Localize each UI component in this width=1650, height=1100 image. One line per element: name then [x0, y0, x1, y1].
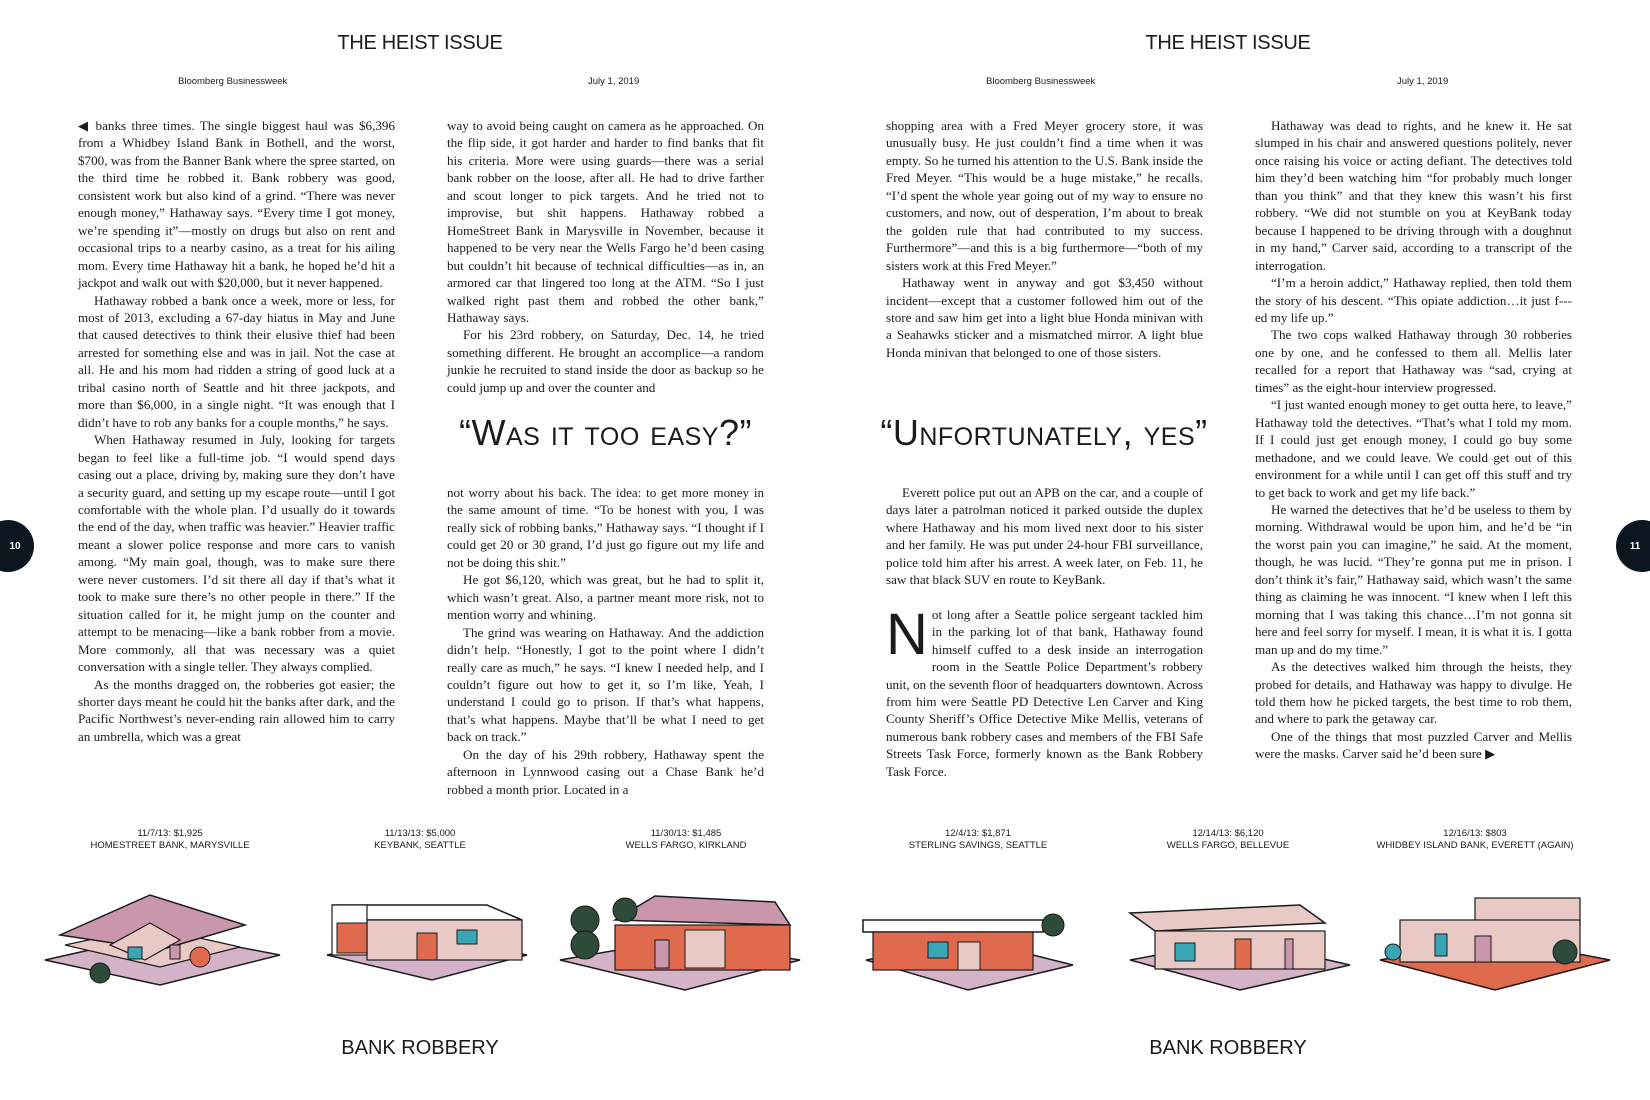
publication-left: Bloomberg Businessweek	[178, 76, 288, 87]
paragraph: shopping area with a Fred Meyer grocery store, it was unusually busy. He just couldn’t find a time when it was empty. So he turned his attention to the U.S. Bank inside the Fred Meyer. “This would be a huge mistake,” he recalls. “I’d spent the whole year going out of my way to ensure no customers, and now, out of desperation, I’m about to break the golden rule that had contributed to my success. Furthermore”—and this is a big furthermore—“both of my sisters work at this Fred Meyer.”	[886, 118, 1203, 273]
paragraph: not worry about his back. The idea: to get more money in the same amount of time. “To be honest with you, I was really sick of robbing banks,” Hathaway says. “I thought if I could get 20 or 30 grand, I’d just go figure out my life and not be doing this shit.”	[447, 485, 764, 570]
pull-quote-left: “Was it too easy?”	[459, 412, 752, 453]
bank-caption: 12/16/13: $803 WHIDBEY ISLAND BANK, EVERETT (AGAIN)	[1376, 828, 1574, 851]
wells-fargo-kirkland-illustration	[555, 890, 805, 995]
paragraph: Hathaway went in anyway and got $3,450 without incident—except that a customer followed him out of the store and saw him get into a light blue Honda minivan with a Seahawks sticker and a mismatched mirror. A light blue Honda minivan that belonged to one of those sisters.	[886, 275, 1203, 360]
paragraph: On the day of his 29th robbery, Hathaway spent the afternoon in Lynnwood casing out a Chase Bank he’d robbed a month prior. Located in a	[447, 746, 764, 797]
section-footer-left: BANK ROBBERY	[341, 1037, 499, 1059]
right-column-2	[1255, 117, 1572, 763]
whidbey-island-bank-illustration	[1375, 890, 1615, 995]
paragraph: He warned the detectives that he’d be useless to them by morning. Withdrawal would be upon him, and he’d be “in the worst pain you can imagine,” he said. At the moment, though, he was lucid. “They’re gonna put me in prison. I don’t think it’s fair,” Hathaway said, which wasn’t the same thing as claiming he was innocent. “I knew when I left this morning that I was taking this chance…I’m not gonna sit here and feel sorry for myself. I mean, it is what it is. I gotta man up and do my time.”	[1255, 501, 1572, 657]
paragraph: Hathaway robbed a bank once a week, more or less, for most of 2013, excluding a 67-day hiatus in May and June that caused detectives to think their elusive thief had been arrested for something else and was in jail. Not the case at all. He and his mom had ridden a string of good luck at a tribal casino north of Seattle and hit three jackpots, and more than $6,000, in a single night. “It was enough that I didn’t have to rob any banks for a couple months,” he says.	[78, 292, 395, 430]
paragraph: As the detectives walked him through the heists, they probed for details, and Hathaway was happy to divulge. He told them how he picked targets, the best time to rob them, and where to park the getaway car.	[1255, 659, 1572, 727]
paragraph: “I just wanted enough money to get outta here, to leave,” Hathaway told the detectives. “That’s what I told my mom. If I could just get enough money, I could go buy some methadone, and we could leave. We could get out of this environment for a while until I can get off this stuff and try to get back to work and get my life back.”	[1255, 397, 1572, 500]
left-column-2-bottom	[447, 484, 764, 798]
keybank-illustration	[322, 895, 532, 990]
paragraph: For his 23rd robbery, on Saturday, Dec. 14, he tried something different. He brought an accomplice—a random junkie he recruited to stand inside the door as backup so he could jump up and over the counter and	[447, 327, 764, 395]
bank-caption: 12/4/13: $1,871 STERLING SAVINGS, SEATTLE	[908, 828, 1048, 851]
dropcap-paragraph	[886, 601, 1203, 781]
paragraph: ◀ banks three times. The single biggest haul was $6,396 from a Whidbey Island Bank in Bothell, and the worst, $700, was from the Banner Bank where the spree started, on the third time he robbed it. Bank robbery was good, consistent work but also kind of a grind. “There was never enough money,” Hathaway says. “Every time I got money, we’re spending it”—mostly on drugs but also on rent and occasional trips to a nearby casino, as a treat for his ailing mom. Every time Hathaway hit a bank, he hoped he’d hit a jackpot and walk out with $20,000, but it never happened.	[78, 118, 395, 291]
right-column-1-top	[886, 117, 1203, 361]
publication-right: Bloomberg Businessweek	[986, 76, 1096, 87]
pull-quote-right: “Unfortunately, yes”	[880, 412, 1208, 453]
issue-title-right: THE HEIST ISSUE	[1145, 32, 1311, 54]
page-number-right: 11	[1616, 520, 1650, 572]
date-right: July 1, 2019	[1397, 76, 1449, 87]
paragraph: As the months dragged on, the robberies got easier; the shorter days meant he could hit the banks after dark, and the Pacific Northwest’s never-ending rain allowed him to carry an umbrella, which was a great	[78, 676, 395, 744]
paragraph: way to avoid being caught on camera as he approached. On the flip side, it got harder and harder to find banks that fit his criteria. More were using guards—there was a serial bank robber on the loose, after all. He had to drive farther and scout longer to pick targets. And he tried not to improvise, but shit happens. Hathaway robbed a HomeStreet Bank in Marysville in November, because it happened to be very near the Wells Fargo he’d been casing but couldn’t hit because of technical difficulties—as in, an armored car that lingered too long at the ATM. “So I just walked right past them and robbed the other bank,” Hathaway says.	[447, 118, 764, 325]
date-left: July 1, 2019	[588, 76, 640, 87]
paragraph: One of the things that most puzzled Carver and Mellis were the masks. Carver said he’d been sure ▶	[1255, 728, 1572, 762]
bank-caption: 11/30/13: $1,485 WELLS FARGO, KIRKLAND	[625, 828, 747, 851]
section-footer-right: BANK ROBBERY	[1149, 1037, 1307, 1059]
bank-caption: 12/14/13: $6,120 WELLS FARGO, BELLEVUE	[1166, 828, 1290, 851]
issue-title-left: THE HEIST ISSUE	[337, 32, 503, 54]
paragraph: Everett police put out an APB on the car, and a couple of days later a patrolman noticed it parked outside the duplex where Hathaway and his mom lived next door to his sister and her family. He was put under 24-hour FBI surveillance, police told him after his arrest. A week later, on Feb. 11, he saw that black SUV en route to KeyBank.	[886, 485, 1203, 588]
paragraph: Hathaway was dead to rights, and he knew it. He sat slumped in his chair and answered questions politely, never once raising his voice or acting defiant. The detectives told him they’d been watching him “for probably much longer than you think” and that they knew this wasn’t his first robbery. “We did not stumble on you at KeyBank today because I happened to be driving through with a doughnut in my hand,” Carver said, according to a transcript of the interrogation.	[1255, 118, 1572, 273]
paragraph: “I’m a heroin addict,” Hathaway replied, then told them the story of his descent. “This opiate addiction…it just f---ed my life up.”	[1255, 275, 1572, 325]
paragraph: When Hathaway resumed in July, looking for targets began to feel like a full-time job. “I would spend days casing out a place, driving by, making sure they don’t have a security guard, and setting up my escape route—until I got comfortable with the whole plan. I’d usually do it towards the end of the day, when traffic was heavier.” Heavier traffic meant a slower police response and more cars to vanish among. “My main goal, though, was to make sure there were never customers. I’d sit there all day if that’s what it took to make sure there’s no other people in there.” If the situation called for it, he might jump on the counter and attempt to be menacing—like a bank robber from a movie. More commonly, all that was necessary was a quiet conversation with a single teller. They always complied.	[78, 432, 395, 675]
right-column-1-bottom	[886, 484, 1203, 780]
paragraph: The grind was wearing on Hathaway. And the addiction didn’t help. “Honestly, I got to the point where I didn’t really care as much,” he says. “I knew I needed help, and I couldn’t figure out how to get it, so I’m like, Yeah, I understand I could go to prison. If that’s what happens, that’s what happens. Maybe that’ll be what I need to get back on track.”	[447, 624, 764, 745]
bank-caption: 11/7/13: $1,925 HOMESTREET BANK, MARYSVILLE	[90, 828, 250, 851]
sterling-savings-illustration	[858, 900, 1083, 995]
paragraph: He got $6,120, which was great, but he had to split it, which wasn’t great. Also, a partner meant more risk, not to mention worry and whining.	[447, 572, 764, 623]
paragraph: The two cops walked Hathaway through 30 robberies one by one, and he confessed to them all. Mellis later recalled for a report that Hathaway was “sad, crying at times” as the eight-hour interview progressed.	[1255, 327, 1572, 395]
bank-caption: 11/13/13: $5,000 KEYBANK, SEATTLE	[374, 828, 466, 851]
homestreet-bank-illustration	[40, 885, 285, 990]
drop-cap: N	[886, 601, 928, 667]
dropcap-paragraph-text: ot long after a Seattle police sergeant tackled him in the parking lot of that bank, Hathaway found himself cuffed to a desk inside an interrogation room in the Seattle Police Department’s robbery unit, on the seventh floor of headquarters downtown. Across from him were Seattle PD Detective Len Carver and King County Sheriff’s Office Detective Mike Mellis, veterans of numerous bank robbery cases and members of the FBI Safe Streets Task Force, formerly known as the Bank Robbery Task Force.	[886, 606, 1203, 779]
wells-fargo-bellevue-illustration	[1125, 895, 1355, 995]
left-column-1	[78, 117, 395, 745]
left-column-2-top	[447, 117, 764, 396]
page-number-left: 10	[0, 520, 34, 572]
